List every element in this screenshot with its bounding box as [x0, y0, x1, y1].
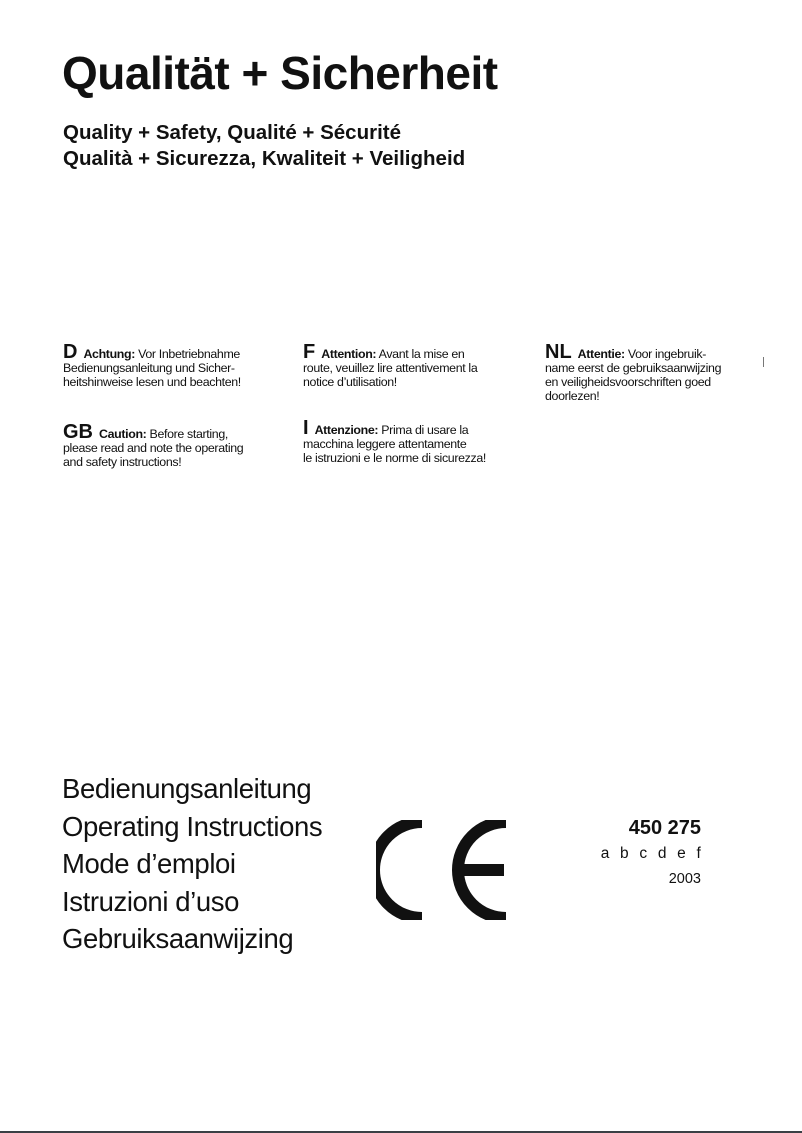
language-code: F [303, 341, 316, 363]
warning-it [303, 417, 486, 465]
manual-titles [62, 770, 322, 958]
warning-lead: Attenzione: [314, 423, 379, 437]
warning-lead: Attentie: [577, 347, 625, 361]
warning-text: route, veuillez lire attentivement la [303, 361, 478, 375]
manual-title-fr: Mode d’emploi [62, 848, 236, 879]
warning-text: macchina leggere attentamente [303, 437, 467, 451]
warning-nl [545, 341, 722, 403]
subtitle-line-2: Qualità + Sicurezza, Kwaliteit + Veiligheid [63, 147, 466, 170]
warning-text: en veiligheidsvoorschriften goed [545, 375, 711, 389]
manual-title-de: Bedienungsanleitung [62, 773, 312, 804]
language-code: D [63, 341, 78, 363]
warning-text: Bedienungsanleitung und Sicher- [63, 361, 235, 375]
manual-title-nl: Gebruiksaanwijzing [62, 923, 294, 954]
warning-fr [303, 341, 478, 389]
model-info [560, 815, 704, 891]
warning-text: notice d’utilisation! [303, 375, 397, 389]
warning-lead: Caution: [99, 427, 147, 441]
warning-text: Vor Inbetriebnahme [138, 347, 240, 361]
warning-lead: Attention: [321, 347, 377, 361]
language-code: NL [545, 341, 572, 363]
warning-text: Before starting, [149, 427, 228, 441]
model-year: 2003 [668, 871, 701, 887]
language-code: GB [63, 421, 93, 443]
warning-text: Voor ingebruik- [627, 347, 706, 361]
scan-mark [763, 357, 764, 367]
warning-lead: Achtung: [83, 347, 136, 361]
warning-de [63, 341, 241, 389]
warning-gb [63, 421, 244, 469]
model-number: 450 275 [628, 817, 701, 839]
page-title: Qualität + Sicherheit [62, 47, 498, 99]
warning-text: le istruzioni e le norme di sicurezza! [303, 451, 486, 465]
subtitle [63, 120, 465, 172]
warning-text: Avant la mise en [378, 347, 465, 361]
warning-text: doorlezen! [545, 389, 600, 403]
warning-text: heitshinweise lesen und beachten! [63, 375, 241, 389]
subtitle-line-1: Quality + Safety, Qualité + Sécurité [63, 121, 401, 144]
manual-title-it: Istruzioni d’uso [62, 885, 240, 917]
model-variants: a b c d e f [600, 845, 704, 862]
warning-text: name eerst de gebruiksaanwijzing [545, 361, 722, 375]
ce-mark-icon [376, 820, 510, 920]
warning-text: and safety instructions! [63, 455, 182, 469]
warning-text: Prima di usare la [381, 423, 469, 437]
language-code: I [303, 417, 309, 439]
manual-title-en: Operating Instructions [62, 810, 323, 842]
warning-text: please read and note the operating [63, 441, 244, 455]
